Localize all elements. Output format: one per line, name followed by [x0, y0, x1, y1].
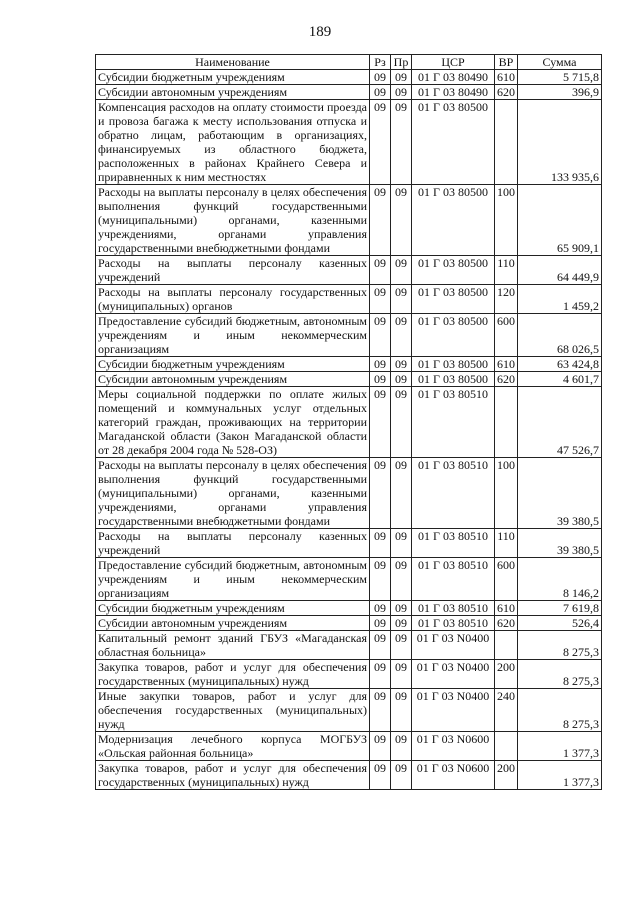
- cell-rz: 09: [370, 761, 391, 790]
- cell-name: Расходы на выплаты персоналу казенных учреждений: [96, 529, 370, 558]
- cell-vr: [495, 100, 518, 185]
- table-row: [96, 529, 602, 558]
- cell-sum: 1 377,3: [518, 732, 602, 761]
- cell-vr: 600: [495, 314, 518, 357]
- cell-vr: 110: [495, 529, 518, 558]
- cell-pr: 09: [391, 631, 412, 660]
- cell-pr: 09: [391, 689, 412, 732]
- cell-pr: 09: [391, 285, 412, 314]
- cell-vr: [495, 732, 518, 761]
- cell-pr: 09: [391, 387, 412, 458]
- cell-vr: [495, 387, 518, 458]
- table-row: [96, 631, 602, 660]
- cell-sum: 39 380,5: [518, 529, 602, 558]
- cell-vr: 240: [495, 689, 518, 732]
- cell-csr: 01 Г 03 80510: [412, 616, 495, 631]
- header-name: Наименование: [96, 55, 370, 70]
- table-row: [96, 689, 602, 732]
- cell-name: Меры социальной поддержки по оплате жилых помещений и коммунальных услуг отдельных категорий граждан, проживающих на территории Магаданской области (Закон Магаданской области от 28 декабря 2004 года № 528-ОЗ): [96, 387, 370, 458]
- cell-name: Капитальный ремонт зданий ГБУЗ «Магаданская областная больница»: [96, 631, 370, 660]
- cell-sum: 65 909,1: [518, 185, 602, 256]
- cell-rz: 09: [370, 285, 391, 314]
- cell-sum: 8 275,3: [518, 689, 602, 732]
- cell-pr: 09: [391, 357, 412, 372]
- cell-csr: 01 Г 03 80510: [412, 458, 495, 529]
- cell-sum: 8 275,3: [518, 631, 602, 660]
- cell-sum: 8 146,2: [518, 558, 602, 601]
- cell-csr: 01 Г 03 80500: [412, 357, 495, 372]
- cell-rz: 09: [370, 387, 391, 458]
- cell-sum: 64 449,9: [518, 256, 602, 285]
- cell-sum: 63 424,8: [518, 357, 602, 372]
- cell-csr: 01 Г 03 80510: [412, 529, 495, 558]
- cell-pr: 09: [391, 185, 412, 256]
- cell-sum: 68 026,5: [518, 314, 602, 357]
- table-header-row: [96, 55, 602, 70]
- cell-sum: 526,4: [518, 616, 602, 631]
- cell-rz: 09: [370, 616, 391, 631]
- table-row: [96, 458, 602, 529]
- page-number: 189: [308, 24, 332, 40]
- cell-rz: 09: [370, 256, 391, 285]
- cell-csr: 01 Г 03 80490: [412, 85, 495, 100]
- cell-vr: [495, 631, 518, 660]
- cell-vr: 120: [495, 285, 518, 314]
- cell-rz: 09: [370, 631, 391, 660]
- cell-sum: 1 459,2: [518, 285, 602, 314]
- cell-csr: 01 Г 03 80500: [412, 314, 495, 357]
- cell-csr: 01 Г 03 80510: [412, 387, 495, 458]
- cell-rz: 09: [370, 85, 391, 100]
- table-row: [96, 732, 602, 761]
- cell-vr: 110: [495, 256, 518, 285]
- table-row: [96, 70, 602, 85]
- header-vr: ВР: [495, 55, 518, 70]
- cell-sum: 8 275,3: [518, 660, 602, 689]
- cell-rz: 09: [370, 372, 391, 387]
- cell-vr: 200: [495, 660, 518, 689]
- cell-pr: 09: [391, 660, 412, 689]
- cell-pr: 09: [391, 529, 412, 558]
- cell-rz: 09: [370, 732, 391, 761]
- budget-table: [95, 54, 602, 790]
- cell-vr: 610: [495, 70, 518, 85]
- cell-name: Субсидии автономным учреждениям: [96, 616, 370, 631]
- cell-rz: 09: [370, 357, 391, 372]
- cell-name: Компенсация расходов на оплату стоимости проезда и провоза багажа к месту использования отпуска и обратно лицам, работающим в организациях, финансируемых из областного бюджета, расположенных в районах Крайнего Севера и приравненных к ним местностях: [96, 100, 370, 185]
- cell-csr: 01 Г 03 N0400: [412, 631, 495, 660]
- header-rz: Рз: [370, 55, 391, 70]
- cell-csr: 01 Г 03 80500: [412, 185, 495, 256]
- cell-name: Расходы на выплаты персоналу государственных (муниципальных) органов: [96, 285, 370, 314]
- cell-sum: 47 526,7: [518, 387, 602, 458]
- table-row: [96, 660, 602, 689]
- cell-pr: 09: [391, 100, 412, 185]
- table-row: [96, 372, 602, 387]
- cell-vr: 620: [495, 85, 518, 100]
- cell-csr: 01 Г 03 N0600: [412, 761, 495, 790]
- table-row: [96, 616, 602, 631]
- cell-csr: 01 Г 03 N0400: [412, 689, 495, 732]
- cell-sum: 4 601,7: [518, 372, 602, 387]
- table-row: [96, 761, 602, 790]
- cell-rz: 09: [370, 601, 391, 616]
- cell-name: Предоставление субсидий бюджетным, автономным учреждениям и иным некоммерческим организациям: [96, 558, 370, 601]
- table-row: [96, 387, 602, 458]
- cell-name: Субсидии бюджетным учреждениям: [96, 601, 370, 616]
- cell-csr: 01 Г 03 80500: [412, 372, 495, 387]
- cell-csr: 01 Г 03 80500: [412, 100, 495, 185]
- cell-vr: 620: [495, 616, 518, 631]
- cell-csr: 01 Г 03 80500: [412, 285, 495, 314]
- cell-vr: 610: [495, 601, 518, 616]
- cell-csr: 01 Г 03 80510: [412, 601, 495, 616]
- table-row: [96, 185, 602, 256]
- cell-pr: 09: [391, 616, 412, 631]
- cell-sum: 39 380,5: [518, 458, 602, 529]
- cell-pr: 09: [391, 558, 412, 601]
- table-row: [96, 314, 602, 357]
- cell-rz: 09: [370, 314, 391, 357]
- table-body: [96, 70, 602, 790]
- cell-name: Иные закупки товаров, работ и услуг для обеспечения государственных (муниципальных) нужд: [96, 689, 370, 732]
- cell-vr: 200: [495, 761, 518, 790]
- table-row: [96, 100, 602, 185]
- header-pr: Пр: [391, 55, 412, 70]
- cell-pr: 09: [391, 70, 412, 85]
- cell-csr: 01 Г 03 80490: [412, 70, 495, 85]
- cell-vr: 100: [495, 185, 518, 256]
- cell-csr: 01 Г 03 N0600: [412, 732, 495, 761]
- cell-pr: 09: [391, 256, 412, 285]
- cell-name: Субсидии бюджетным учреждениям: [96, 357, 370, 372]
- cell-rz: 09: [370, 689, 391, 732]
- cell-name: Субсидии автономным учреждениям: [96, 372, 370, 387]
- cell-vr: 100: [495, 458, 518, 529]
- cell-name: Предоставление субсидий бюджетным, автономным учреждениям и иным некоммерческим организациям: [96, 314, 370, 357]
- cell-name: Расходы на выплаты персоналу в целях обеспечения выполнения функций государственными (муниципальными) органами, казенными учреждениями, органами управления государственными внебюджетными фондами: [96, 458, 370, 529]
- cell-vr: 620: [495, 372, 518, 387]
- table-row: [96, 256, 602, 285]
- cell-pr: 09: [391, 85, 412, 100]
- cell-rz: 09: [370, 185, 391, 256]
- cell-rz: 09: [370, 458, 391, 529]
- cell-sum: 5 715,8: [518, 70, 602, 85]
- cell-sum: 7 619,8: [518, 601, 602, 616]
- cell-name: Субсидии автономным учреждениям: [96, 85, 370, 100]
- cell-pr: 09: [391, 372, 412, 387]
- table-row: [96, 285, 602, 314]
- table-row: [96, 601, 602, 616]
- table-row: [96, 357, 602, 372]
- cell-sum: 396,9: [518, 85, 602, 100]
- cell-name: Закупка товаров, работ и услуг для обеспечения государственных (муниципальных) нужд: [96, 660, 370, 689]
- cell-pr: 09: [391, 601, 412, 616]
- cell-rz: 09: [370, 660, 391, 689]
- cell-name: Субсидии бюджетным учреждениям: [96, 70, 370, 85]
- header-csr: ЦСР: [412, 55, 495, 70]
- header-sum: Сумма: [518, 55, 602, 70]
- table-row: [96, 85, 602, 100]
- cell-pr: 09: [391, 458, 412, 529]
- cell-rz: 09: [370, 558, 391, 601]
- table-row: [96, 558, 602, 601]
- cell-name: Расходы на выплаты персоналу в целях обеспечения выполнения функций государственными (муниципальными) органами, казенными учреждениями, органами управления государственными внебюджетными фондами: [96, 185, 370, 256]
- cell-rz: 09: [370, 70, 391, 85]
- cell-pr: 09: [391, 732, 412, 761]
- cell-csr: 01 Г 03 80500: [412, 256, 495, 285]
- cell-sum: 133 935,6: [518, 100, 602, 185]
- cell-sum: 1 377,3: [518, 761, 602, 790]
- cell-csr: 01 Г 03 80510: [412, 558, 495, 601]
- cell-name: Закупка товаров, работ и услуг для обеспечения государственных (муниципальных) нужд: [96, 761, 370, 790]
- cell-csr: 01 Г 03 N0400: [412, 660, 495, 689]
- cell-vr: 610: [495, 357, 518, 372]
- cell-vr: 600: [495, 558, 518, 601]
- cell-rz: 09: [370, 529, 391, 558]
- cell-name: Модернизация лечебного корпуса МОГБУЗ «Ольская районная больница»: [96, 732, 370, 761]
- cell-name: Расходы на выплаты персоналу казенных учреждений: [96, 256, 370, 285]
- cell-rz: 09: [370, 100, 391, 185]
- cell-pr: 09: [391, 314, 412, 357]
- cell-pr: 09: [391, 761, 412, 790]
